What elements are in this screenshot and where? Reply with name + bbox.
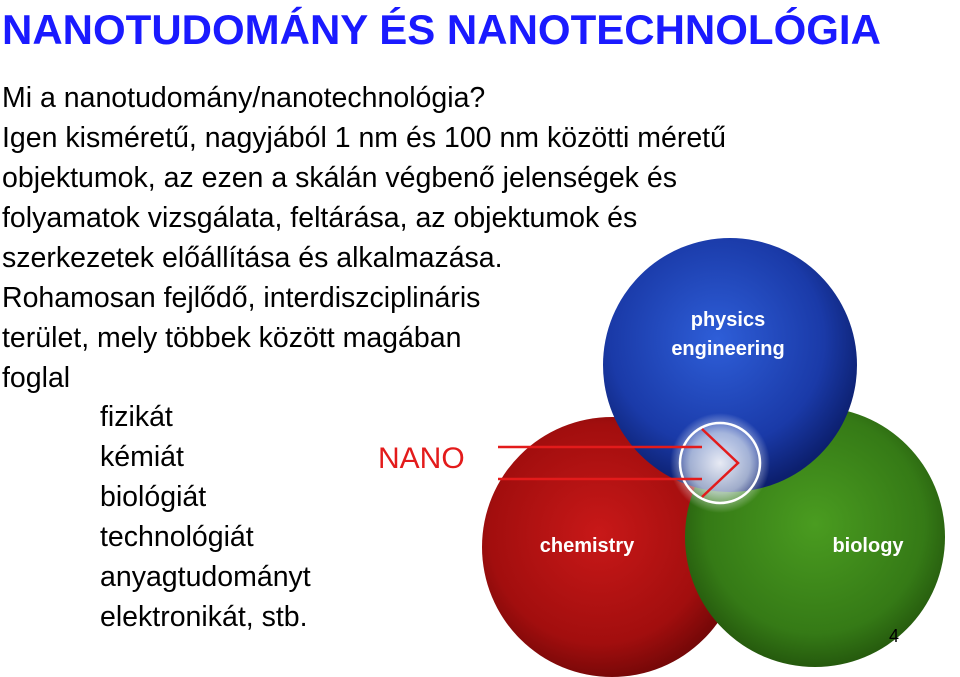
text-line: folyamatok vizsgálata, feltárása, az objektumok és <box>2 202 638 234</box>
biology-label: biology <box>832 535 904 557</box>
text-line: szerkezetek előállítása és alkalmazása. <box>2 242 503 274</box>
overlap-glow <box>670 413 770 513</box>
text-line: Rohamosan fejlődő, interdiszciplináris <box>2 282 481 314</box>
text-line: foglal <box>2 362 71 394</box>
field-item: anyagtudományt <box>100 561 311 593</box>
field-item: elektronikát, stb. <box>100 601 308 633</box>
nano-label: NANO <box>378 442 465 475</box>
text-line: terület, mely többek között magában <box>2 322 462 354</box>
field-item: fizikát <box>100 401 173 433</box>
page-number: 4 <box>889 626 900 646</box>
text-line: objektumok, az ezen a skálán végbenő jelenségek és <box>2 162 677 194</box>
field-item: technológiát <box>100 521 254 553</box>
physics-label: physics <box>690 309 766 331</box>
fields-list <box>100 397 311 637</box>
venn-diagram <box>480 225 960 677</box>
engineering-label: engineering <box>671 338 785 360</box>
text-line: Igen kisméretű, nagyjából 1 nm és 100 nm közötti méretű <box>2 122 726 154</box>
text-line: Mi a nanotudomány/nanotechnológia? <box>2 82 486 114</box>
field-item: kémiát <box>100 441 184 473</box>
field-item: biológiát <box>100 481 207 513</box>
chemistry-label: chemistry <box>539 535 635 557</box>
slide-title: NANOTUDOMÁNY ÉS NANOTECHNOLÓGIA <box>2 6 881 53</box>
